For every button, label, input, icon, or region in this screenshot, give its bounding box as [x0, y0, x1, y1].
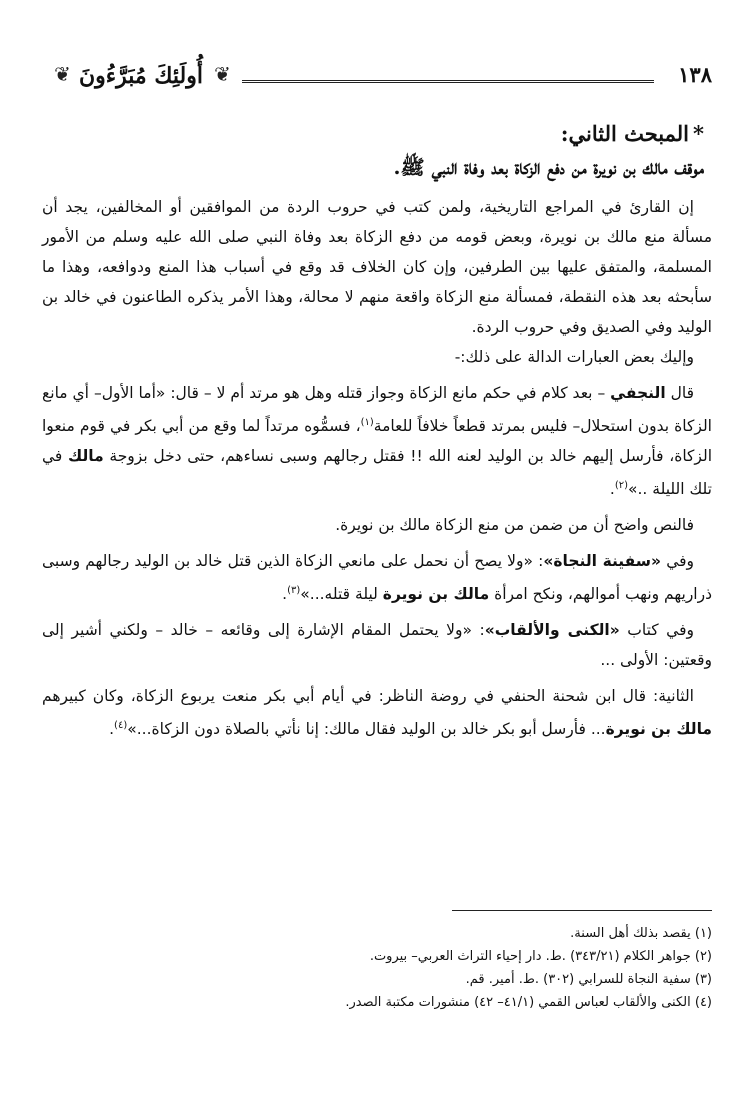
text-run: ، فسمُّوه مرتداً لما وقع من أبي بكر في قوم منعوا الزكاة، فأرسل إليهم خالد بن الوليد لعنه الله !! فقتل رجالهم وسبى نساءهم، حتى دخل بزوجة [42, 417, 712, 466]
paragraph-kuna-quote [42, 615, 712, 675]
text-run: : «ولا يحتمل المقام الإشارة إلى وقائعه – خالد – ولكني أشير إلى وقعتين: الأولى ... [42, 621, 712, 670]
text-run: . [282, 585, 288, 604]
paragraph-intro: إن القارئ في المراجع التاريخية، ولمن كتب في حروب الردة من الموافقين أو المخالفين، يجد أن مسألة منع مالك بن نويرة، وبعض قومه من دفع الزكاة بعد وفاة النبي صلى الله عليه وسلم من الأمور المسلمة، والمتفق عليها بين الطرفين، وإن كان الخلاف قد وقع في أسباب هذا المنع ودوافعه، وهذا ما سأبحثه بعد هذه النقطة، فمسألة منع الزكاة واقعة منهم لا محالة، وهذا الأمر يذكره الطاعنون في خالد بن الوليد وفي الصديق وفي حروب الردة. [42, 198, 712, 336]
footnote-2: (٢) جواهر الكلام (٣٤٣/٢١) .ط. دار إحياء التراث العربي– بيروت. [369, 949, 712, 964]
paragraph-conclusion: فالنص واضح أن من ضمن من منع الزكاة مالك بن نويرة. [335, 516, 694, 535]
book-title-kuna: «الكنى والألقاب» [484, 621, 620, 640]
text-run: قال [665, 384, 694, 402]
footnote-ref-2[interactable]: (٢) [614, 480, 629, 492]
page-number: ١٣٨ [678, 62, 712, 87]
text-run: . [109, 720, 115, 739]
name-malik-bin-nuwayra: مالك بن نويرة [382, 585, 490, 604]
paragraph-najafi-quote [42, 378, 712, 504]
text-run: . [609, 480, 615, 499]
paragraph-lead-in: وإليك بعض العبارات الدالة على ذلك:- [454, 348, 694, 366]
text-run: في تلك الليلة ..» [42, 447, 712, 499]
running-title: أُولَئِكَ مُبَرَّءُونَ [79, 63, 203, 89]
paragraph-safinat-quote [42, 546, 712, 609]
section-title-text: المبحث الثاني: [560, 121, 690, 146]
text-run: وفي [661, 552, 695, 571]
text-run: وفي كتاب [619, 621, 694, 640]
name-malik-bin-nuwayra: مالك بن نويرة [605, 720, 712, 739]
footnote-separator [452, 910, 712, 911]
text-run: ... فأرسل أبو بكر خالد بن الوليد فقال مالك: إنا نأتي بالصلاة دون الزكاة...» [127, 720, 606, 739]
footnote-3: (٣) سفية النجاة للسرابي (٣٠٢) .ط. أمير. قم. [465, 972, 712, 987]
author-name-najafi: النجفي [610, 384, 666, 402]
footnote-4: (٤) الكنى والألقاب لعباس القمي (٤١/١– ٤٢) منشورات مكتبة الصدر. [345, 995, 712, 1010]
section-title [42, 118, 704, 150]
name-malik: مالك [68, 447, 104, 466]
text-run: الثانية: قال ابن شحنة الحنفي في روضة الناظر: في أيام أبي بكر منعت يربوع الزكاة، وكان كبيرهم [42, 687, 694, 706]
footnote-ref-4[interactable]: (٤) [114, 720, 128, 732]
text-run: – بعد كلام في حكم مانع الزكاة وجواز قتله وهل هو مرتد أم لا – قال: «أما الأول– أي مانع الزكاة بدون استحلال– فليس بمرتد قطعاً خلافاً للعامة [42, 384, 712, 436]
footnotes [42, 922, 712, 1014]
header-rule [242, 80, 654, 83]
page-header [46, 56, 712, 100]
ornament-right-icon: ❦ [214, 62, 231, 86]
main-content [42, 118, 712, 745]
book-title-safinat: «سفينة النجاة» [543, 552, 662, 571]
star-icon: * [693, 121, 704, 146]
footnote-1: (١) يقصد بذلك أهل السنة. [570, 926, 712, 941]
body-text [42, 192, 712, 745]
footnote-ref-1[interactable]: (١) [360, 417, 374, 428]
section-subtitle: موقف مالك بن نويرة من دفع الزكاة بعد وفاة النبي ﷺ. [393, 155, 704, 179]
paragraph-second-incident [42, 681, 712, 744]
footnote-ref-3[interactable]: (٣) [287, 585, 301, 597]
text-run: : «ولا يصح أن نحمل على مانعي الزكاة الذين قتل خالد بن الوليد رجالهم وسبى ذراريهم ونهب أموالهم، ونكح امرأة [42, 552, 712, 604]
text-run: ليلة قتله...» [300, 585, 383, 604]
ornament-left-icon: ❦ [54, 62, 71, 86]
